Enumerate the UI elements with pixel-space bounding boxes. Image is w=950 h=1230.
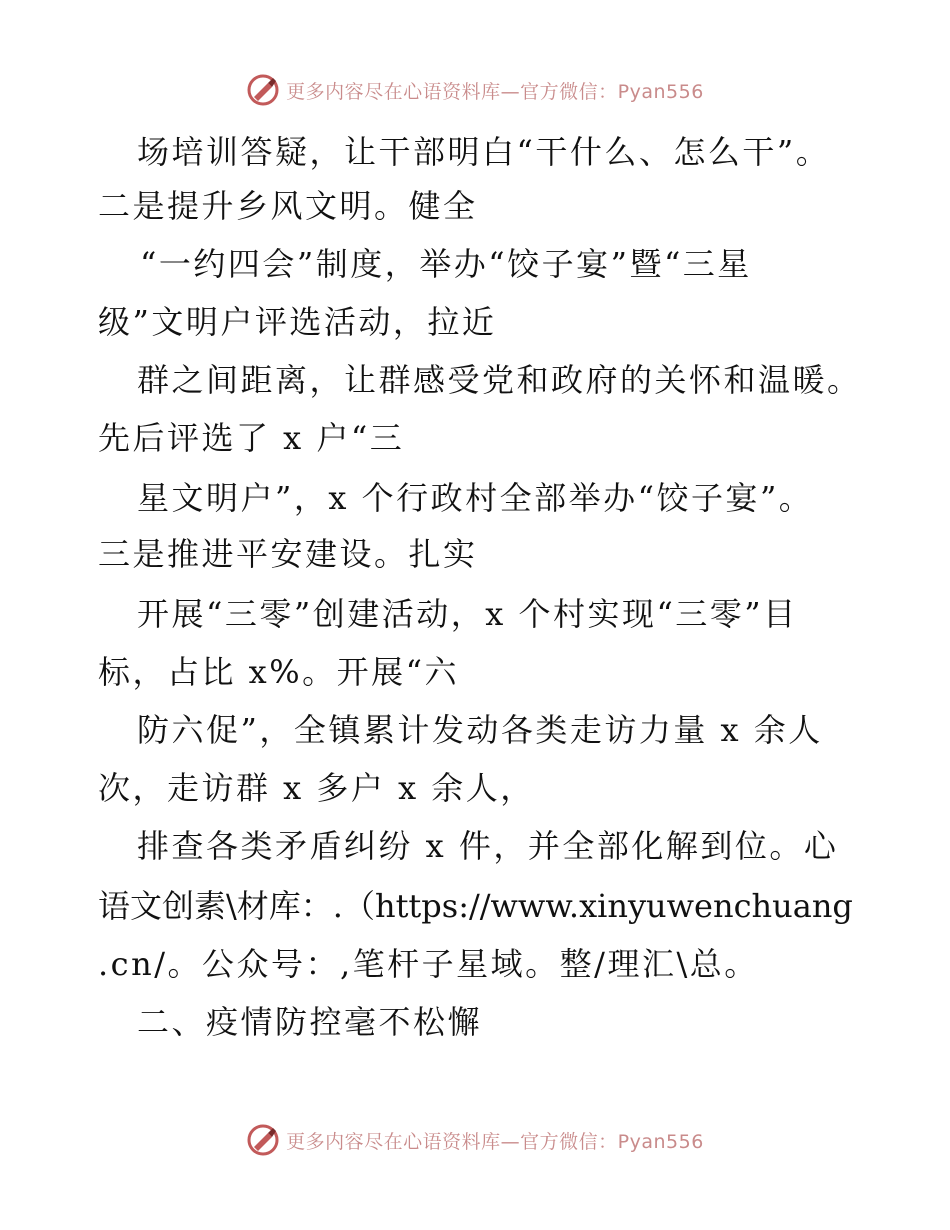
watermark-logo-icon [246,1123,280,1157]
text-line-1: 场培训答疑，让干部明白“干什么、怎么干”。 [137,133,831,171]
text-line-6: 先后评选了 x 户“三 [98,419,405,457]
text-line-9: 开展“三零”创建活动，x 个村实现“三零”目 [137,595,798,633]
section-heading: 二、疫情防控毫不松懈 [137,1003,483,1041]
text-line-12: 次，走访群 x 多户 x 余人， [98,769,535,807]
text-line-3: “一约四会”制度，举办“饺子宴”暨“三星 [140,245,752,283]
watermark-logo-icon [246,73,280,107]
watermark-text: 更多内容尽在心语资料库—官方微信：Pyan556 [286,1130,704,1153]
text-line-15: .cn/。公众号：,笔杆子星域。整/理汇\总。 [98,945,759,983]
text-line-13: 排查各类矛盾纠纷 x 件，并全部化解到位。心 [137,827,839,865]
text-line-11: 防六促”，全镇累计发动各类走访力量 x 余人 [137,711,823,749]
text-line-4: 级”文明户评选活动，拉近 [98,303,497,341]
text-line-5: 群之间距离，让群感受党和政府的关怀和温暖。 [137,361,862,399]
text-line-14: 语文创素\材库：.（https://www.xinyuwenchuang [98,887,853,925]
text-line-7: 星文明户”，x 个行政村全部举办“饺子宴”。 [137,479,814,517]
text-line-2: 二是提升乡风文明。健全 [98,187,478,225]
text-line-10: 标，占比 x%。开展“六 [98,653,459,691]
footer-watermark [0,1120,950,1160]
text-line-8: 三是推进平安建设。扎实 [98,535,478,573]
header-watermark [0,70,950,110]
watermark-text: 更多内容尽在心语资料库—官方微信：Pyan556 [286,80,704,103]
